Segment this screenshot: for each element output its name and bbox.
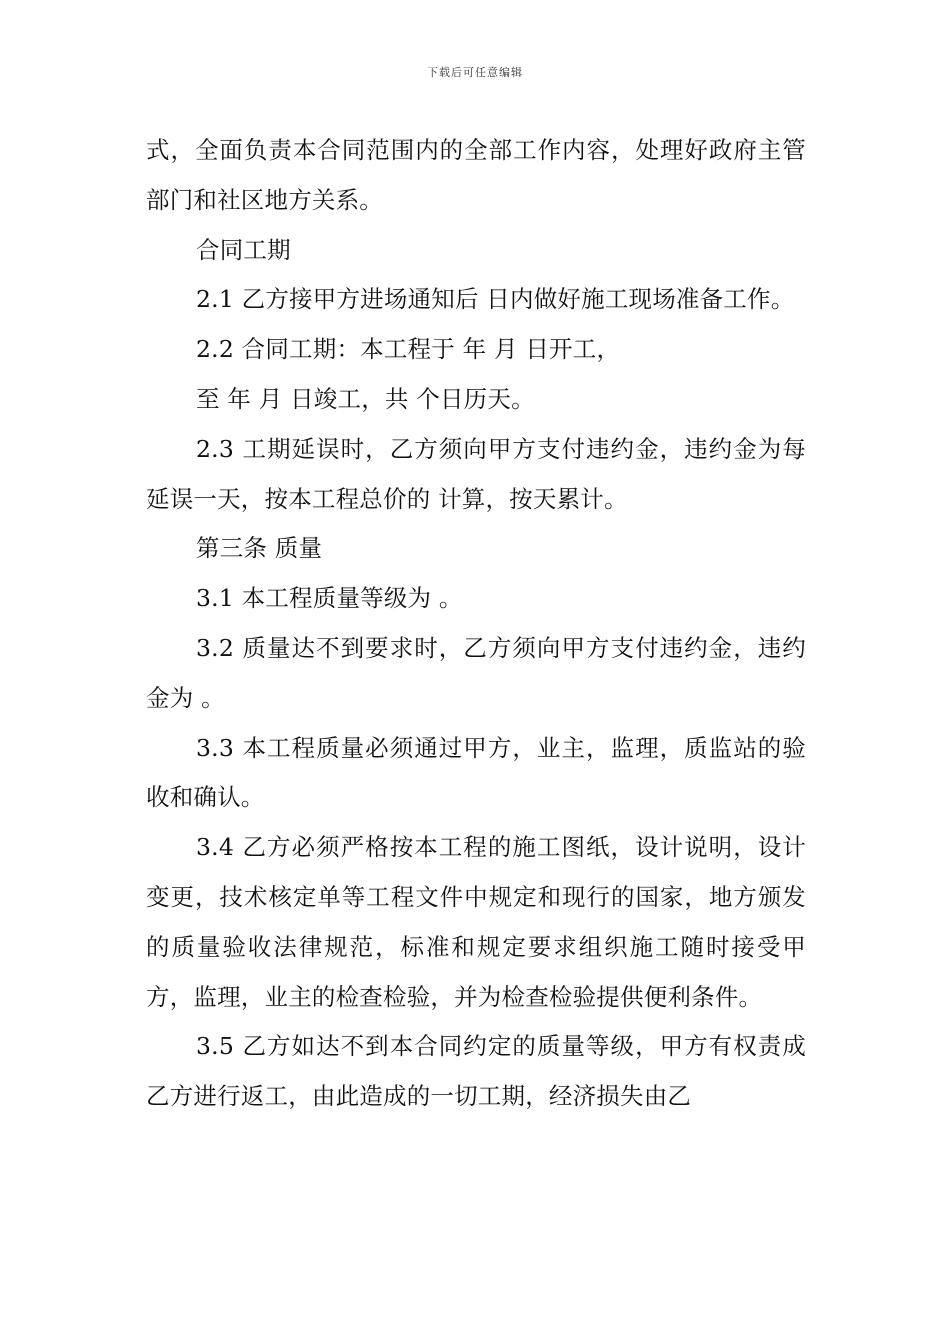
clause-2-2: 2.2 合同工期：本工程于 年 月 日开工， bbox=[196, 335, 621, 364]
clause-3-2: 3.2 质量达不到要求时，乙方须向甲方支付违约金，违约金为 。 bbox=[146, 633, 806, 712]
clause-3-3: 3.3 本工程质量必须通过甲方，业主，监理，质监站的验收和确认。 bbox=[146, 733, 806, 812]
clause-2-1: 2.1 乙方接甲方进场通知后 日内做好施工现场准备工作。 bbox=[196, 285, 795, 314]
section-heading-contract-period: 合同工期 bbox=[196, 235, 291, 264]
clause-3-1: 3.1 本工程质量等级为 。 bbox=[196, 584, 463, 613]
section-heading-article-3: 第三条 质量 bbox=[196, 534, 323, 563]
clause-2-2-continued: 至 年 月 日竣工，共 个日历天。 bbox=[196, 384, 535, 413]
document-body bbox=[146, 126, 806, 1122]
page-header: 下载后可任意编辑 bbox=[427, 66, 523, 79]
paragraph-continuation: 式，全面负责本合同范围内的全部工作内容，处理好政府主管部门和社区地方关系。 bbox=[146, 136, 806, 214]
clause-3-5: 3.5 乙方如达不到本合同约定的质量等级，甲方有权责成乙方进行返工，由此造成的一切工期，经济损失由乙 bbox=[146, 1032, 806, 1111]
clause-2-3: 2.3 工期延误时，乙方须向甲方支付违约金，违约金为每延误一天，按本工程总价的 计算，按天累计。 bbox=[146, 434, 806, 513]
clause-3-4: 3.4 乙方必须严格按本工程的施工图纸，设计说明，设计变更，技术核定单等工程文件中规定和现行的国家，地方颁发的质量验收法律规范，标准和规定要求组织施工随时接受甲方，监理，业主的检查检验，并为检查检验提供便利条件。 bbox=[146, 833, 806, 1011]
